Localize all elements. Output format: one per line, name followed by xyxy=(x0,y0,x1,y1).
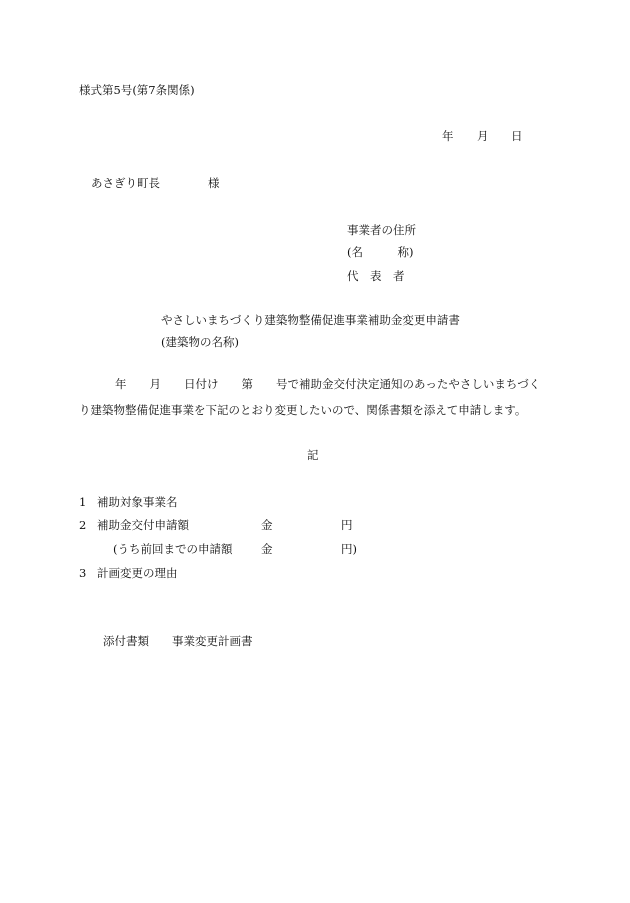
item-yen: 円 xyxy=(341,518,353,532)
applicant-representative-label: 代 表 者 xyxy=(347,269,405,283)
date-day: 日 xyxy=(511,129,523,143)
date-year: 年 xyxy=(442,129,454,143)
item-sub-label: (うち前回までの申請額 xyxy=(113,542,233,556)
addressee-name: あさぎり町長 xyxy=(91,176,160,190)
body-line-2: り建築物整備促進事業を下記のとおり変更したいので、関係書類を添えて申請します。 xyxy=(79,403,527,417)
date-month: 月 xyxy=(477,129,489,143)
document-title: やさしいまちづくり建築物整備促進事業補助金変更申請書 xyxy=(161,313,460,327)
item-kin: 金 xyxy=(261,518,273,532)
applicant-name-label: (名 称) xyxy=(347,245,414,259)
item-label: 補助金交付申請額 xyxy=(97,518,189,532)
item-label: 補助対象事業名 xyxy=(97,495,178,509)
applicant-address-label: 事業者の住所 xyxy=(347,223,416,237)
attachments-value: 事業変更計画書 xyxy=(172,634,253,648)
item-number: 1 xyxy=(79,495,87,509)
form-number: 様式第5号(第7条関係) xyxy=(79,83,195,97)
attachments-label: 添付書類 xyxy=(103,634,149,648)
item-kin: 金 xyxy=(261,542,273,556)
addressee-honorific: 様 xyxy=(208,176,220,190)
body-line-1: 年 月 日付け 第 号で補助金交付決定通知のあったやさしいまちづく xyxy=(115,377,541,391)
item-number: 3 xyxy=(79,566,87,580)
building-name-label: (建築物の名称) xyxy=(161,335,239,349)
ki-heading: 記 xyxy=(307,448,319,462)
item-label: 計画変更の理由 xyxy=(97,566,178,580)
item-number: 2 xyxy=(79,518,87,532)
item-yen: 円) xyxy=(341,542,357,556)
